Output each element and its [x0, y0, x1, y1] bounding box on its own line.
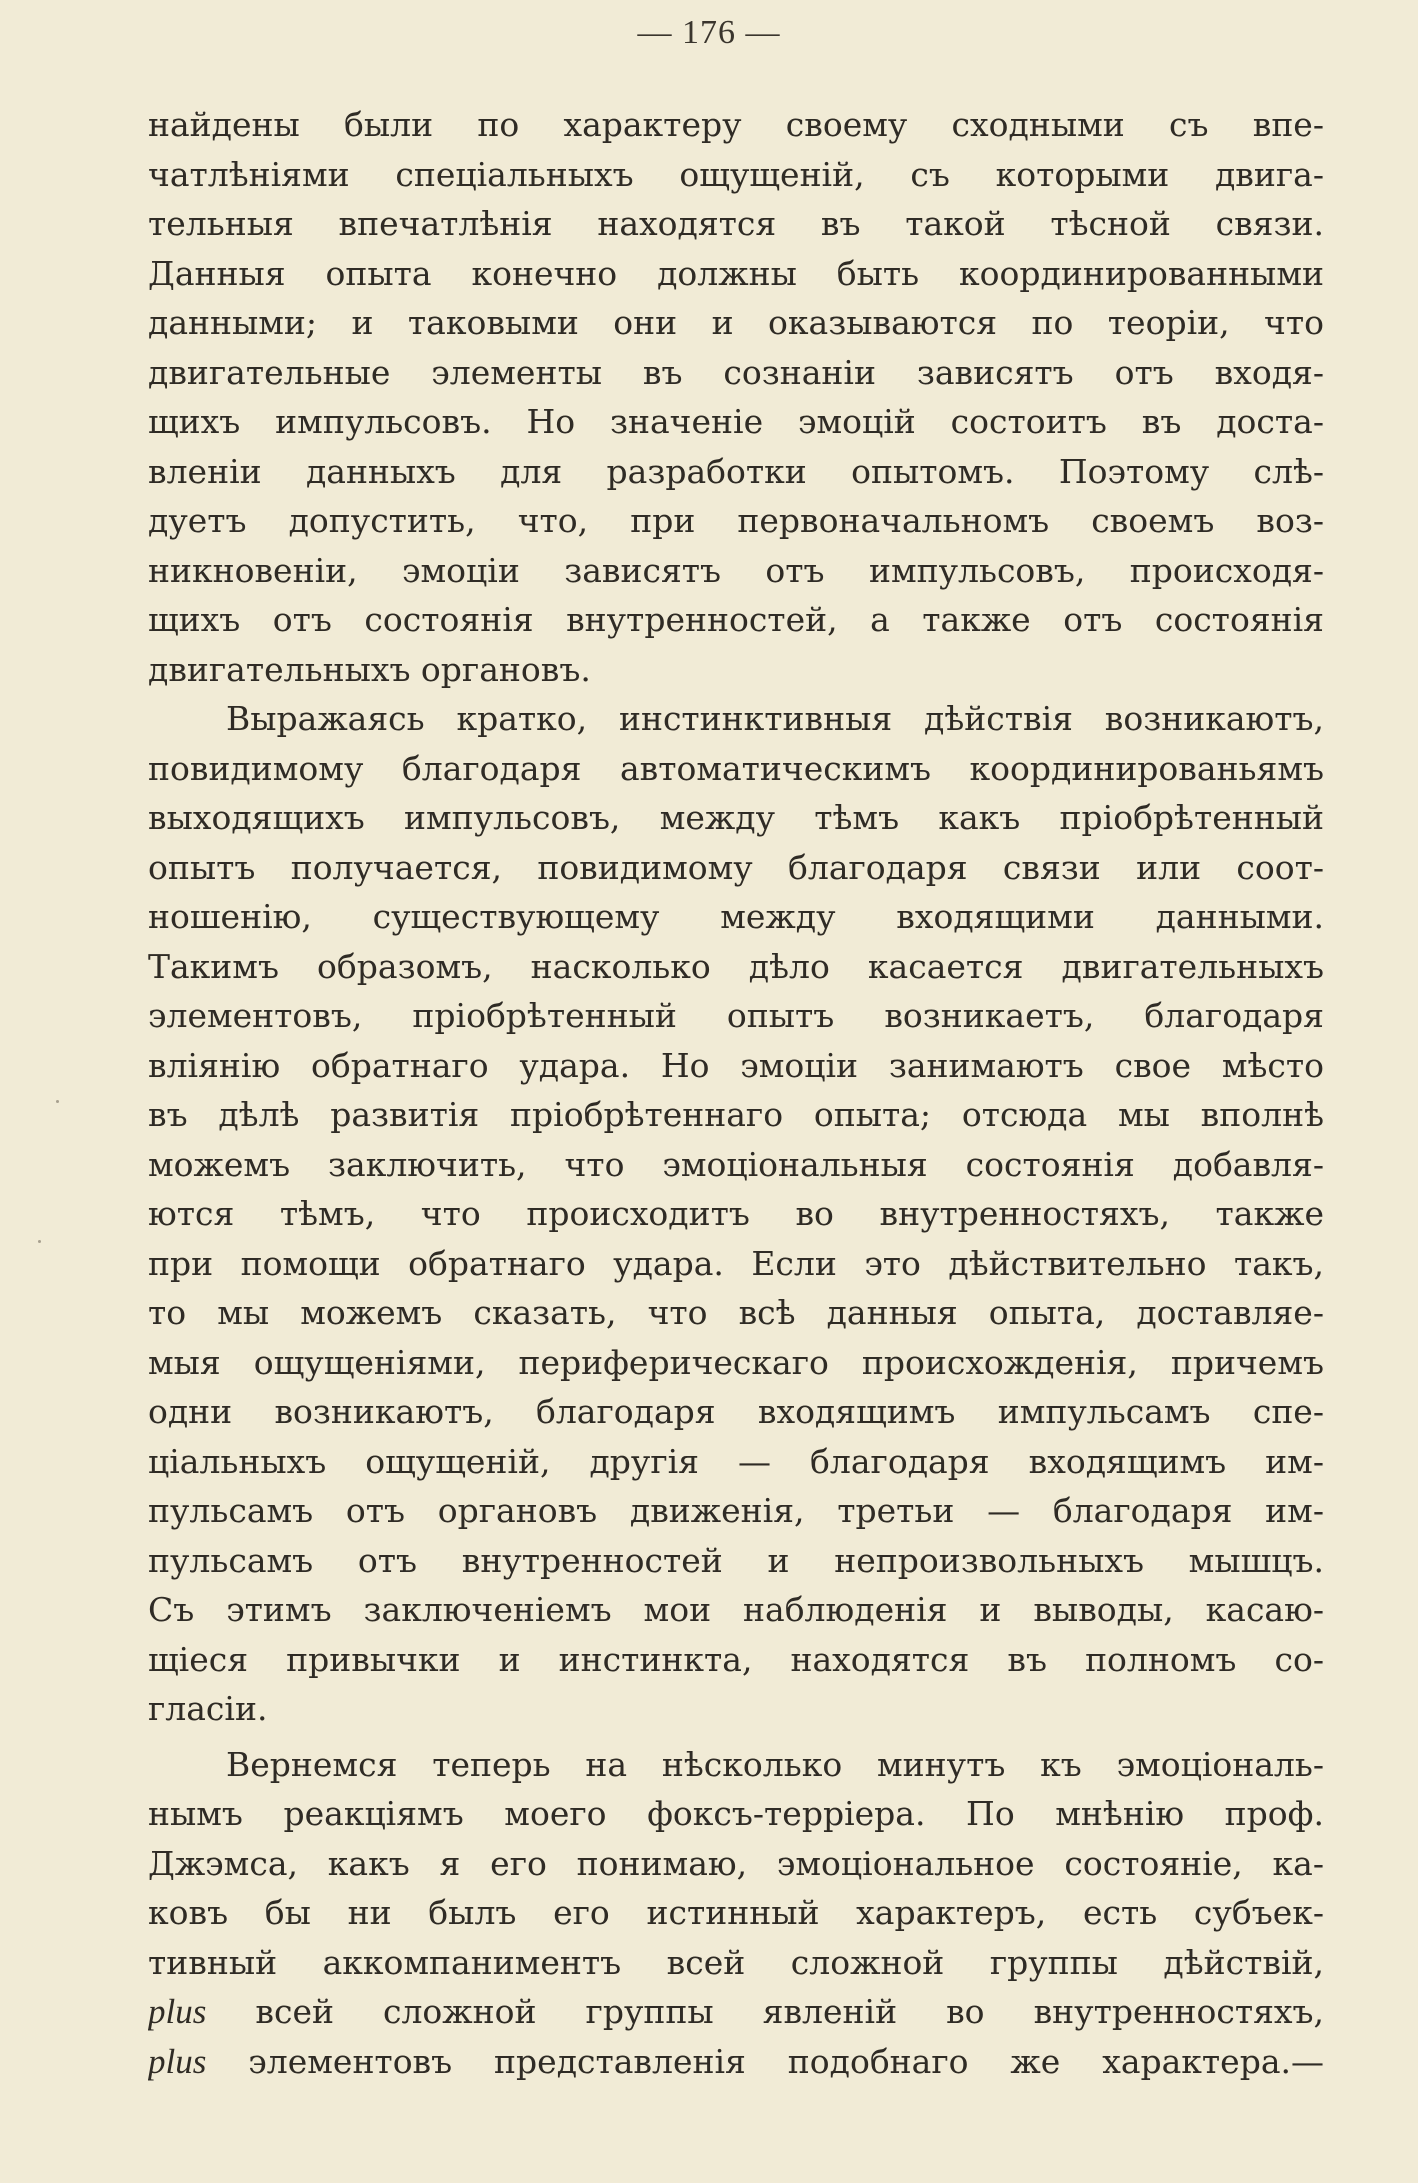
text-line: мыя ощущеніями, периферическаго происхожденія, причемъ	[148, 1342, 1324, 1382]
text-line: Выражаясь кратко, инстинктивныя дѣйствія возникаютъ,	[226, 699, 1324, 738]
text-line: опытъ получается, повидимому благодаря связи или соот-	[148, 847, 1324, 887]
text-line: тивный аккомпаниментъ всей сложной группы дѣйствій,	[148, 1942, 1324, 1982]
text-line: Вернемся теперь на нѣсколько минутъ къ эмоціональ-	[226, 1744, 1324, 1784]
text-line: двигательныхъ органовъ.	[148, 649, 591, 689]
text-line: щихъ отъ состоянія внутренностей, а также отъ состоянія	[148, 600, 1324, 639]
text-line: пульсамъ отъ органовъ движенія, третьи — благодаря им-	[148, 1491, 1324, 1530]
text-line: чатлѣніями спеціальныхъ ощущеній, съ которыми двига-	[148, 154, 1324, 194]
text-line	[148, 2037, 1324, 2087]
text-line: дуетъ допустить, что, при первоначальномъ своемъ воз-	[148, 501, 1324, 540]
text-line: никновеніи, эмоціи зависятъ отъ импульсовъ, происходя-	[148, 550, 1324, 590]
text-line: щихъ импульсовъ. Но значеніе эмоцій состоитъ въ доста-	[148, 402, 1324, 441]
text-line	[148, 1987, 1324, 2037]
text-line: выходящихъ импульсовъ, между тѣмъ какъ пріобрѣтенный	[148, 798, 1324, 837]
text-line: гласіи.	[148, 1689, 268, 1728]
paragraph-3	[148, 1740, 1324, 2087]
paper-speck	[38, 1240, 41, 1243]
latin-word: plus	[148, 2041, 207, 2081]
text-line: Съ этимъ заключеніемъ мои наблюденія и выводы, касаю-	[148, 1590, 1324, 1629]
body-text	[148, 100, 1324, 2086]
text-line: ются тѣмъ, что происходитъ во внутренностяхъ, также	[148, 1194, 1324, 1233]
text-line: двигательные элементы въ сознаніи зависятъ отъ входя-	[148, 352, 1324, 392]
text-line: Данныя опыта конечно должны быть координированными	[148, 253, 1324, 293]
text-line: ношенію, существующему между входящими данными.	[148, 897, 1324, 936]
text-line: можемъ заключить, что эмоціональныя состоянія добавля-	[148, 1144, 1324, 1184]
text-line: при помощи обратнаго удара. Если это дѣйствительно такъ,	[148, 1243, 1324, 1283]
text-line: Такимъ образомъ, насколько дѣло касается двигательныхъ	[148, 946, 1324, 986]
paper-speck	[56, 1100, 59, 1103]
text-line: вленіи данныхъ для разработки опытомъ. Поэтому слѣ-	[148, 451, 1324, 491]
text-line: въ дѣлѣ развитія пріобрѣтеннаго опыта; отсюда мы вполнѣ	[148, 1095, 1324, 1134]
paragraph-1	[148, 100, 1324, 694]
text-line: повидимому благодаря автоматическимъ координированьямъ	[148, 748, 1324, 788]
line-rest: всей сложной группы явленій во внутренностяхъ,	[206, 1992, 1324, 2031]
line-rest: элементовъ представленія подобнаго же характера.—	[206, 2041, 1324, 2081]
text-line: элементовъ, пріобрѣтенный опытъ возникаетъ, благодаря	[148, 996, 1324, 1035]
text-line: то мы можемъ сказать, что всѣ данныя опыта, доставляе-	[148, 1293, 1324, 1332]
text-line: вліянію обратнаго удара. Но эмоціи занимаютъ свое мѣсто	[148, 1045, 1324, 1085]
text-line: найдены были по характеру своему сходными съ впе-	[148, 105, 1324, 144]
text-line: Джэмса, какъ я его понимаю, эмоціональное состояніе, ка-	[148, 1843, 1324, 1883]
text-line: одни возникаютъ, благодаря входящимъ импульсамъ спе-	[148, 1392, 1324, 1431]
text-line: нымъ реакціямъ моего фоксъ-терріера. По мнѣнію проф.	[148, 1794, 1324, 1833]
text-line: ціальныхъ ощущеній, другія — благодаря входящимъ им-	[148, 1441, 1324, 1481]
text-line: щіеся привычки и инстинкта, находятся въ полномъ со-	[148, 1639, 1324, 1679]
text-line: тельныя впечатлѣнія находятся въ такой тѣсной связи.	[148, 204, 1324, 243]
paragraph-2	[148, 694, 1324, 1734]
text-line: данными; и таковыми они и оказываются по теоріи, что	[148, 303, 1324, 342]
text-line: ковъ бы ни былъ его истинный характеръ, есть субъек-	[148, 1893, 1324, 1932]
latin-word: plus	[148, 1992, 207, 2031]
page-number: — 176 —	[637, 14, 781, 51]
text-line: пульсамъ отъ внутренностей и непроизвольныхъ мышцъ.	[148, 1540, 1324, 1580]
